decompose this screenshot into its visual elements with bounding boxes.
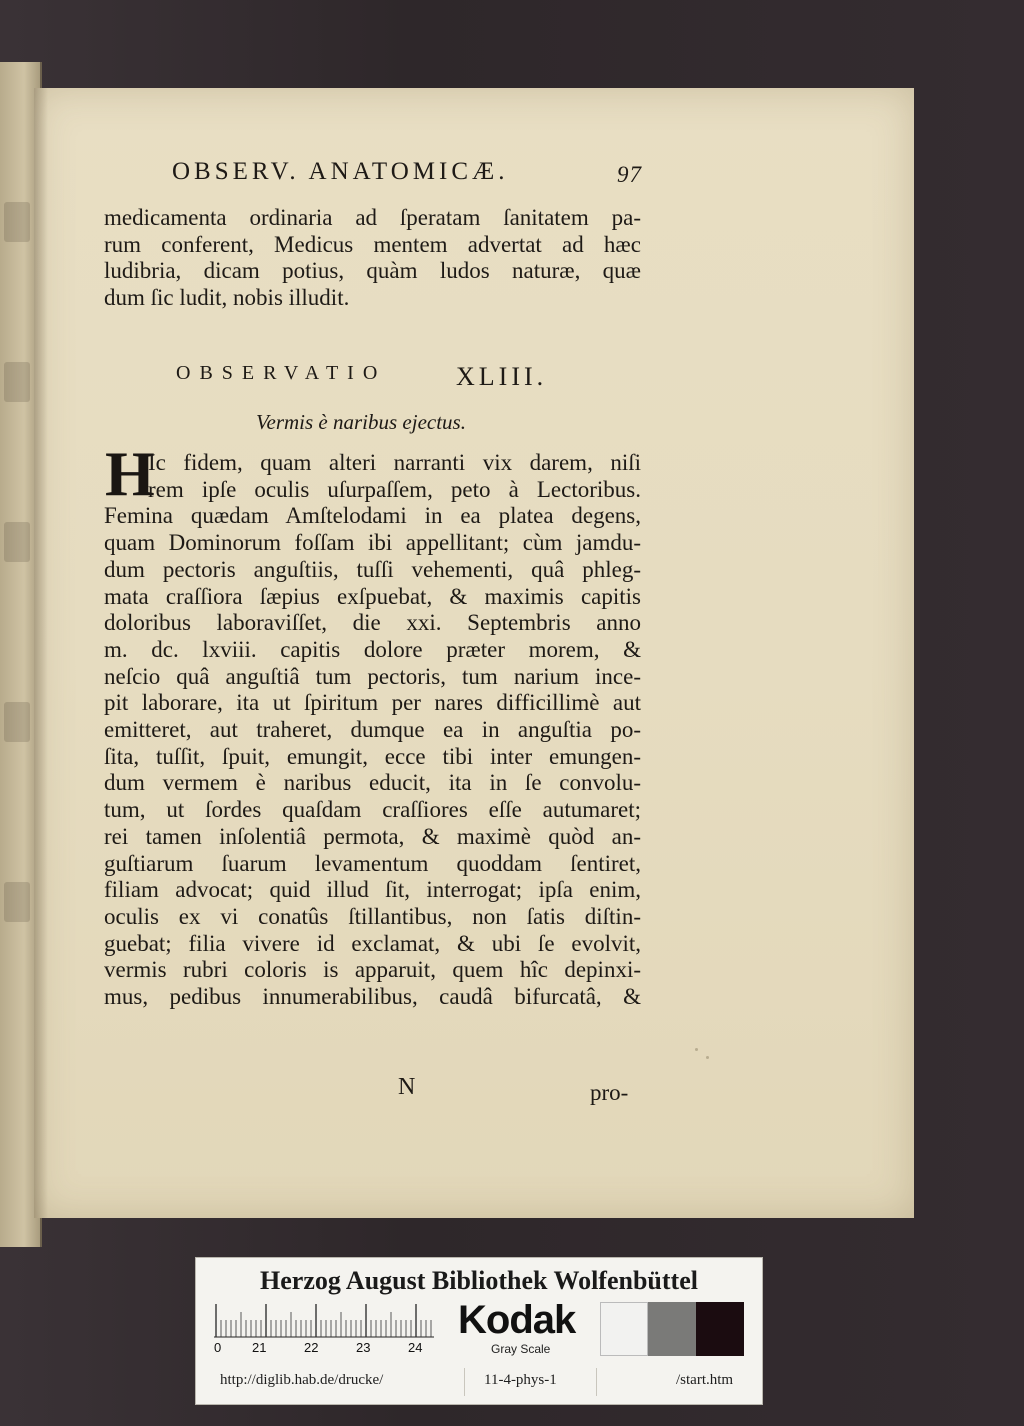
kodak-logo: Kodak: [458, 1298, 576, 1342]
text-line: mus, pedibus innumerabilibus, caudâ bifurcatâ, &: [104, 984, 641, 1010]
text-line: Ic fidem, quam alteri narranti vix darem, niſi: [148, 450, 641, 475]
url-divider: [596, 1368, 597, 1396]
text-line: guebat; filia vivere id exclamat, & ubi ſe evolvit,: [104, 930, 641, 956]
patch-mid: [648, 1302, 696, 1356]
text-line: dum pectoris anguſtiis, tuſſi vehementi, quâ phleg-: [104, 556, 641, 582]
drop-cap: H: [105, 438, 155, 509]
text-line: rem ipſe oculis uſurpaſſem, peto à Lectoribus.: [148, 476, 641, 502]
text-line: dum ſic ludit, nobis illudit.: [104, 284, 350, 310]
text-line: quam Dominorum foſſam ibi appellitant; cùm jamdu-: [104, 530, 641, 556]
ruler-label: 21: [252, 1340, 267, 1355]
text-line: guſtiarum ſuarum levamentum quoddam ſentiret,: [104, 850, 641, 876]
observation-paragraph: [104, 450, 641, 1011]
text-line: rei tamen inſolentiâ permota, & maximè quòd an-: [104, 823, 641, 849]
observation-title: Vermis è naribus ejectus.: [256, 410, 466, 434]
observation-label: OBSERVATIO: [176, 362, 387, 384]
ink-bleed: [4, 522, 30, 562]
gray-scale-caption: Gray Scale: [491, 1342, 551, 1356]
ruler-labels: [214, 1340, 434, 1356]
text-line: emitteret, aut traheret, dumque ea in anguſtia po-: [104, 717, 641, 743]
url-prefix: http://diglib.hab.de/drucke/: [220, 1372, 384, 1388]
text-line: dum vermem è naribus educit, ita in ſe convolu-: [104, 770, 641, 796]
text-line: neſcio quâ anguſtiâ tum pectoris, tum narium ince-: [104, 663, 641, 689]
text-line: ludibria, dicam potius, quàm ludos naturæ, quæ: [104, 258, 641, 283]
text-line: oculis ex vi conatûs ſtillantibus, non ſatis diſtin-: [104, 903, 641, 929]
ruler-label: 22: [304, 1340, 319, 1355]
ink-bleed: [4, 702, 30, 742]
ruler-scale: [214, 1302, 434, 1338]
ruler-label: 0: [214, 1340, 222, 1355]
text-line: filiam advocat; quid illud ſit, interrogat; ipſa enim,: [104, 877, 641, 903]
patch-dark: [696, 1302, 744, 1356]
ink-bleed: [4, 202, 30, 242]
url-divider: [464, 1368, 465, 1396]
text-line: m. dc. lxviii. capitis dolore præter morem, &: [104, 636, 641, 662]
observation-number: XLIII.: [456, 362, 548, 391]
signature-mark: N: [398, 1074, 416, 1100]
ink-bleed: [4, 362, 30, 402]
url-row: [196, 1368, 762, 1394]
intro-text: [104, 205, 641, 311]
text-line: vermis rubri coloris is apparuit, quem hîc depinxi-: [104, 957, 641, 983]
page-number: 97: [617, 162, 642, 187]
text-line: rum conferent, Medicus mentem advertat ad hæc: [104, 231, 641, 257]
text-line: doloribus laboraviſſet, die xxi. Septembris anno: [104, 610, 641, 636]
text-line: mata craſſiora ſæpius exſpuebat, & maximis capitis: [104, 583, 641, 609]
library-name: Herzog August Bibliothek Wolfenbüttel: [260, 1266, 698, 1295]
catchword: pro-: [590, 1080, 629, 1105]
text-line: ſita, tuſſit, ſpuit, emungit, ecce tibi inter emungen-: [104, 743, 641, 769]
paper-speck: [706, 1056, 709, 1059]
color-target-card: [195, 1257, 763, 1405]
gutter-shadow: [34, 88, 48, 1218]
patch-light: [600, 1302, 648, 1356]
url-id: 11-4-phys-1: [484, 1372, 557, 1388]
text-line: tum, ut ſordes quaſdam craſſiores eſſe autumaret;: [104, 797, 641, 823]
running-head-title: OBSERV. ANATOMICÆ.: [172, 158, 509, 185]
url-suffix: /start.htm: [676, 1372, 734, 1388]
ink-bleed: [4, 882, 30, 922]
text-line: Femina quædam Amſtelodami in ea platea degens,: [104, 503, 641, 529]
text-line: medicamenta ordinaria ad ſperatam ſanitatem pa-: [104, 205, 641, 230]
ruler-label: 24: [408, 1340, 423, 1355]
gray-patches: [600, 1302, 746, 1356]
ruler-label: 23: [356, 1340, 371, 1355]
text-line: pit laborare, ita ut ſpiritum per nares difficillimè aut: [104, 690, 641, 716]
paper-speck: [695, 1048, 698, 1051]
